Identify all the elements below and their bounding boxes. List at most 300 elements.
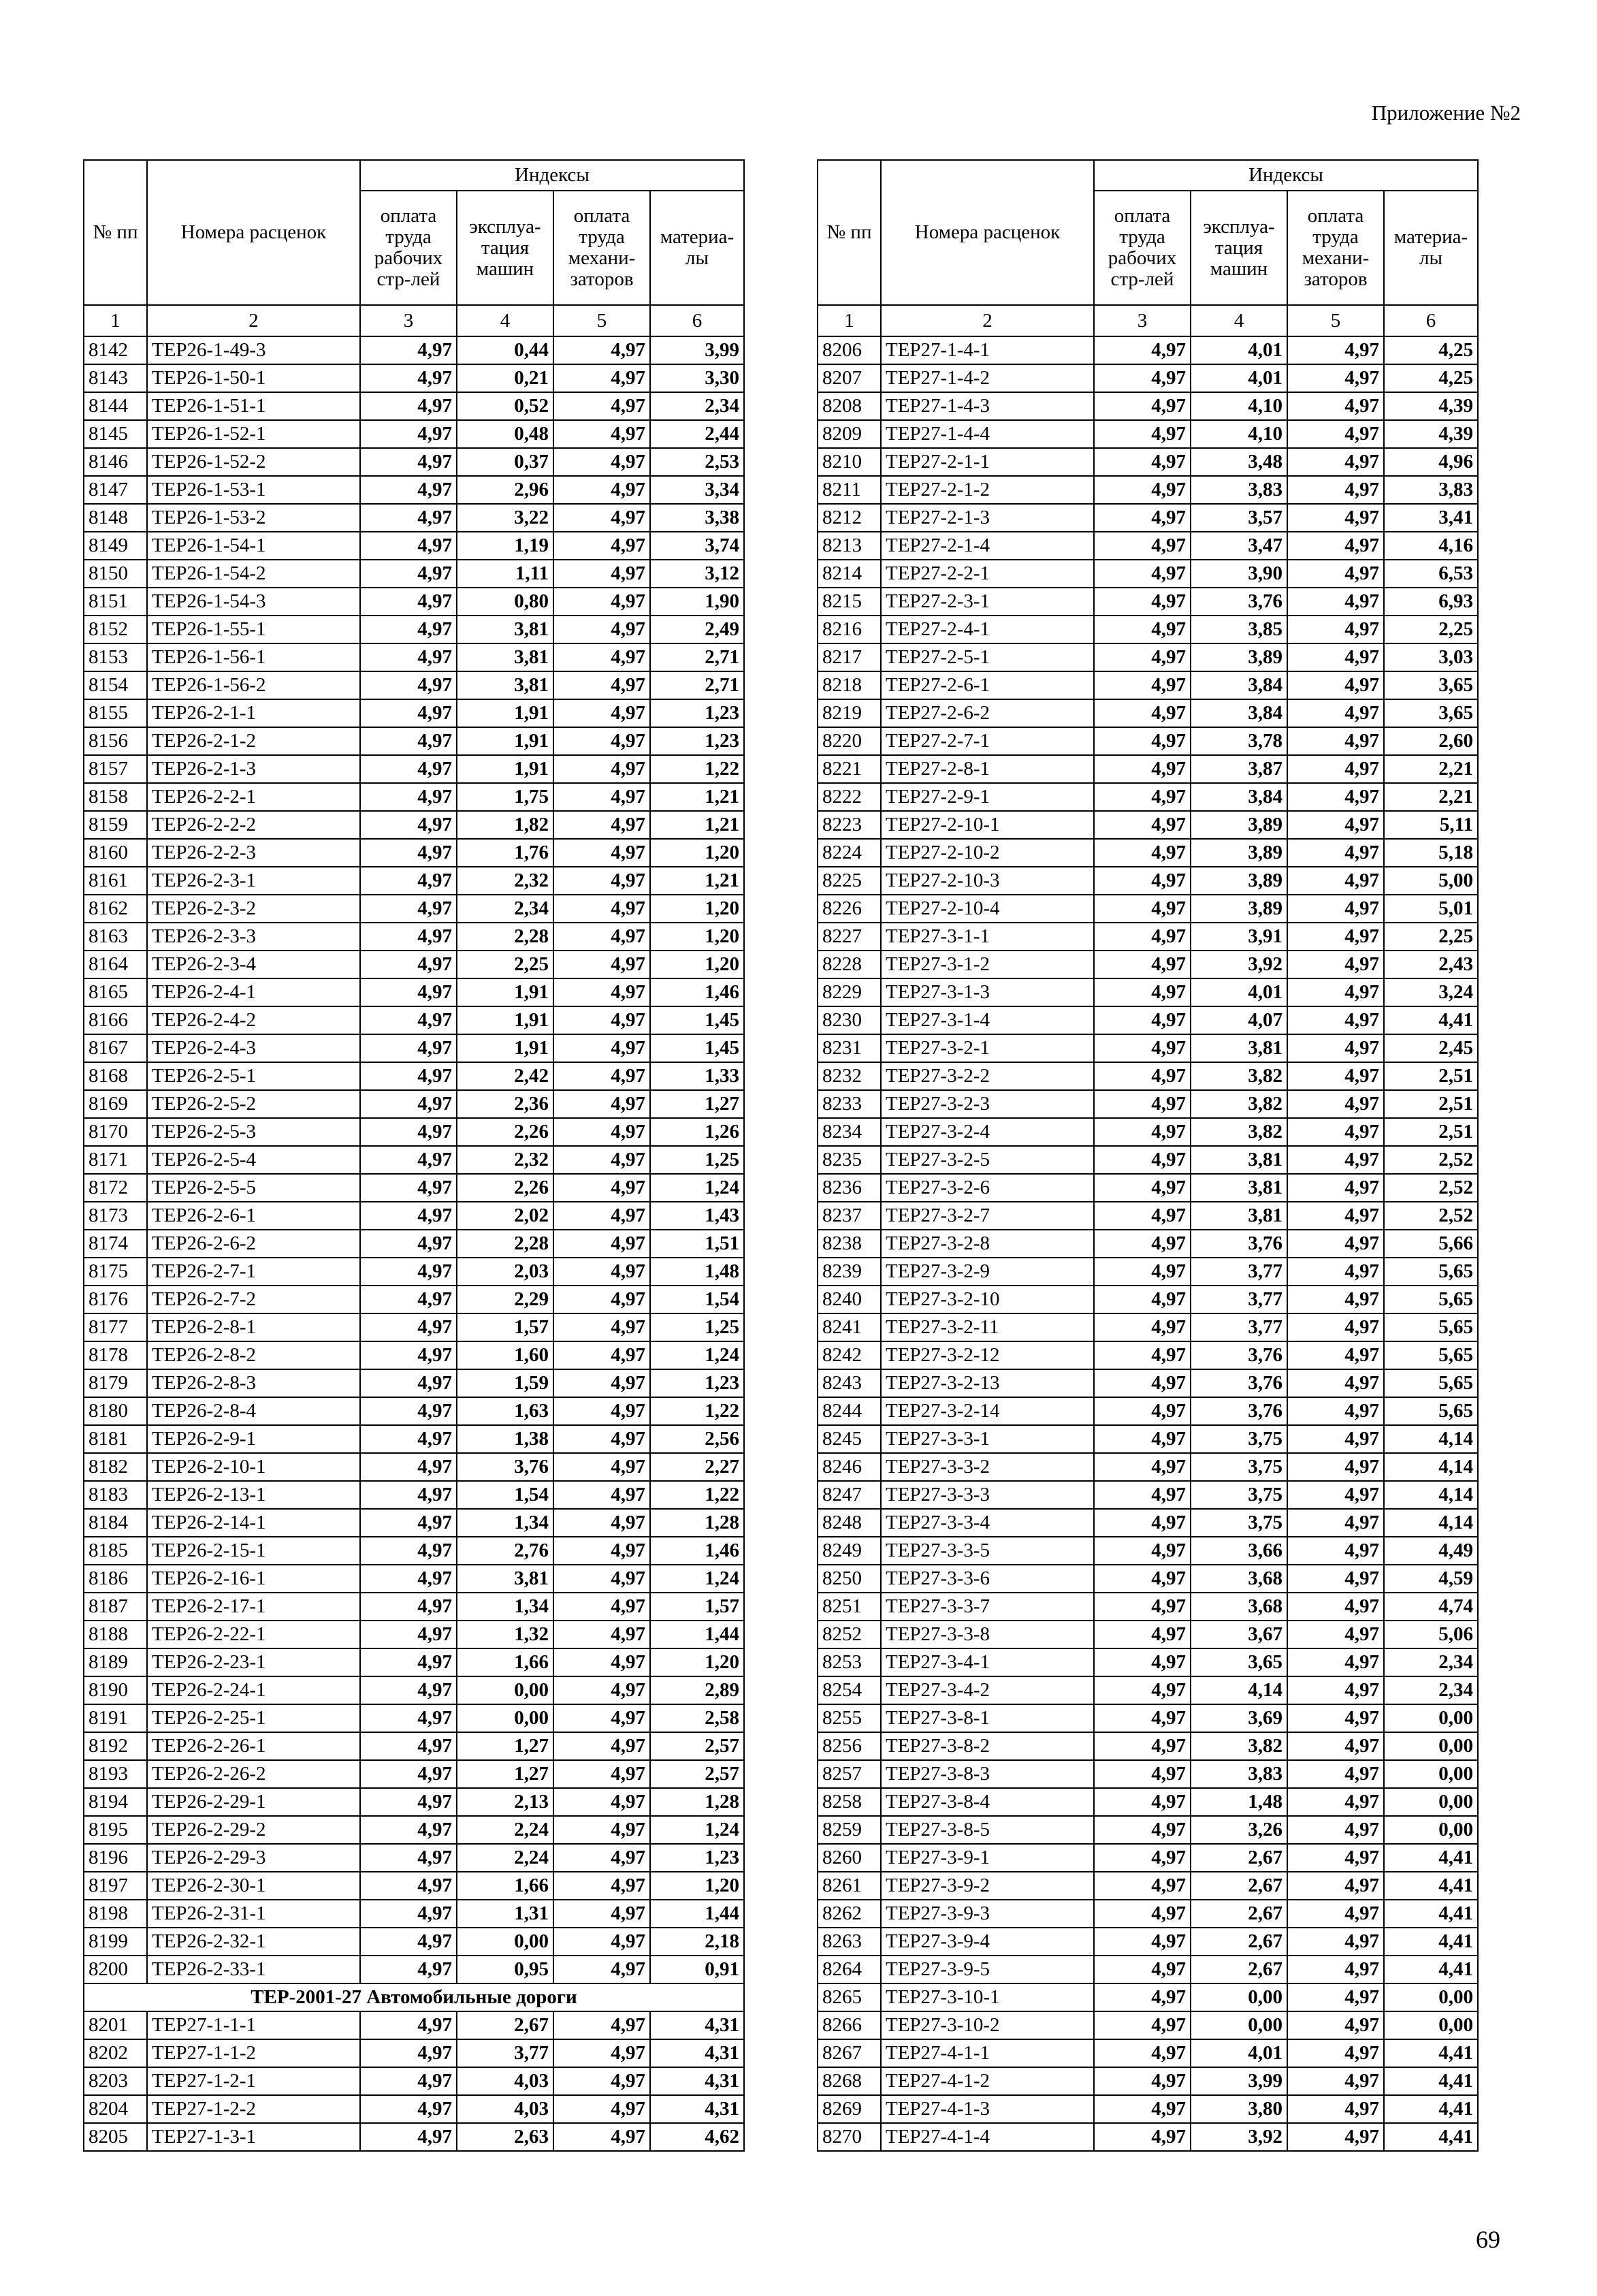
labor-index: 4,97 [1094,978,1191,1006]
section-title: ТЕР-2001-27 Автомобильные дороги [84,1983,744,2011]
table-row [818,1788,1478,1816]
header-num-2: 2 [881,305,1094,336]
rate-code: ТЕР27-3-9-3 [881,1900,1094,1928]
table-row [84,1621,744,1648]
machines-index: 3,76 [1191,1397,1287,1425]
row-number: 8201 [84,2011,147,2039]
row-number: 8163 [84,923,147,951]
table-row [818,1090,1478,1118]
table-row [84,923,744,951]
labor-index: 4,97 [1094,1872,1191,1900]
machines-index: 0,21 [457,364,553,392]
rate-code: ТЕР27-3-2-10 [881,1286,1094,1313]
row-number: 8184 [84,1509,147,1537]
rate-code: ТЕР27-3-2-2 [881,1062,1094,1090]
table-row [818,1872,1478,1900]
row-number: 8227 [818,923,881,951]
materials-index: 4,41 [1384,1956,1478,1983]
table-row [818,1816,1478,1844]
row-number: 8178 [84,1341,147,1369]
rate-code: ТЕР26-2-10-1 [147,1453,360,1481]
materials-index: 1,20 [650,1872,744,1900]
materials-index: 1,45 [650,1006,744,1034]
machines-index: 1,57 [457,1313,553,1341]
table-row [818,895,1478,923]
machines-index: 3,89 [1191,643,1287,671]
materials-index: 3,24 [1384,978,1478,1006]
rate-code: ТЕР26-2-6-1 [147,1202,360,1230]
row-number: 8247 [818,1481,881,1509]
mech-labor-index: 4,97 [1287,1565,1384,1593]
materials-index: 1,33 [650,1062,744,1090]
row-number: 8200 [84,1956,147,1983]
materials-index: 1,23 [650,727,744,755]
rate-code: ТЕР26-2-5-2 [147,1090,360,1118]
labor-index: 4,97 [360,1118,457,1146]
machines-index: 3,75 [1191,1453,1287,1481]
row-number: 8169 [84,1090,147,1118]
rate-code: ТЕР26-2-7-2 [147,1286,360,1313]
table-row [84,867,744,895]
rate-code: ТЕР26-2-1-2 [147,727,360,755]
table-row [818,336,1478,364]
machines-index: 2,28 [457,923,553,951]
materials-index: 2,53 [650,448,744,476]
labor-index: 4,97 [1094,1174,1191,1202]
labor-index: 4,97 [360,1704,457,1732]
labor-index: 4,97 [1094,1760,1191,1788]
machines-index: 3,77 [1191,1258,1287,1286]
mech-labor-index: 4,97 [553,895,650,923]
row-number: 8228 [818,951,881,978]
table-row [84,2123,744,2151]
machines-index: 3,82 [1191,1732,1287,1760]
rate-code: ТЕР27-4-1-1 [881,2039,1094,2067]
materials-index: 2,60 [1384,727,1478,755]
rate-code: ТЕР27-2-6-1 [881,671,1094,699]
rate-code: ТЕР26-2-26-1 [147,1732,360,1760]
rate-code: ТЕР27-1-2-1 [147,2067,360,2095]
row-number: 8158 [84,783,147,811]
materials-index: 4,41 [1384,1900,1478,1928]
materials-index: 6,53 [1384,560,1478,588]
labor-index: 4,97 [360,532,457,560]
labor-index: 4,97 [1094,1062,1191,1090]
row-number: 8217 [818,643,881,671]
rate-code: ТЕР26-2-31-1 [147,1900,360,1928]
rate-code: ТЕР27-2-6-2 [881,699,1094,727]
row-number: 8171 [84,1146,147,1174]
rate-code: ТЕР26-1-54-2 [147,560,360,588]
row-number: 8157 [84,755,147,783]
mech-labor-index: 4,97 [1287,755,1384,783]
materials-index: 4,39 [1384,392,1478,420]
machines-index: 0,00 [1191,2011,1287,2039]
row-number: 8255 [818,1704,881,1732]
table-row [84,1537,744,1565]
table-row [818,1676,1478,1704]
machines-index: 3,76 [457,1453,553,1481]
table-row [84,392,744,420]
table-row [84,895,744,923]
machines-index: 3,65 [1191,1648,1287,1676]
table-row [84,1648,744,1676]
row-number: 8266 [818,2011,881,2039]
machines-index: 0,44 [457,336,553,364]
mech-labor-index: 4,97 [1287,783,1384,811]
rate-code: ТЕР26-1-56-1 [147,643,360,671]
machines-index: 3,76 [1191,588,1287,616]
labor-index: 4,97 [1094,1425,1191,1453]
rate-code: ТЕР27-1-1-2 [147,2039,360,2067]
mech-labor-index: 4,97 [1287,1230,1384,1258]
materials-index: 5,65 [1384,1397,1478,1425]
labor-index: 4,97 [1094,1453,1191,1481]
materials-index: 2,57 [650,1732,744,1760]
labor-index: 4,97 [1094,895,1191,923]
mech-labor-index: 4,97 [553,1648,650,1676]
table-row [84,1146,744,1174]
row-number: 8173 [84,1202,147,1230]
row-number: 8253 [818,1648,881,1676]
row-number: 8146 [84,448,147,476]
mech-labor-index: 4,97 [1287,1676,1384,1704]
table-row [818,504,1478,532]
rate-code: ТЕР27-1-4-2 [881,364,1094,392]
machines-index: 4,03 [457,2095,553,2123]
row-number: 8144 [84,392,147,420]
labor-index: 4,97 [1094,1146,1191,1174]
row-number: 8231 [818,1034,881,1062]
labor-index: 4,97 [360,1286,457,1313]
rate-code: ТЕР26-2-3-2 [147,895,360,923]
mech-labor-index: 4,97 [553,1313,650,1341]
rate-code: ТЕР27-3-1-4 [881,1006,1094,1034]
machines-index: 3,77 [457,2039,553,2067]
labor-index: 4,97 [360,1174,457,1202]
rate-code: ТЕР26-2-22-1 [147,1621,360,1648]
mech-labor-index: 4,97 [553,951,650,978]
machines-index: 3,26 [1191,1816,1287,1844]
table-row [818,1704,1478,1732]
rate-code: ТЕР27-1-4-4 [881,420,1094,448]
table-row [84,532,744,560]
mech-labor-index: 4,97 [1287,1844,1384,1872]
header-num-5: 5 [1287,305,1384,336]
table-row [84,336,744,364]
row-number: 8243 [818,1369,881,1397]
row-number: 8260 [818,1844,881,1872]
mech-labor-index: 4,97 [1287,1397,1384,1425]
table-row [818,1258,1478,1286]
materials-index: 2,51 [1384,1118,1478,1146]
labor-index: 4,97 [1094,1537,1191,1565]
rate-code: ТЕР27-3-1-1 [881,923,1094,951]
table-row [818,1146,1478,1174]
labor-index: 4,97 [360,1062,457,1090]
labor-index: 4,97 [1094,532,1191,560]
table-row [818,364,1478,392]
rate-code: ТЕР26-2-4-2 [147,1006,360,1034]
row-number: 8195 [84,1816,147,1844]
machines-index: 3,81 [457,616,553,643]
row-number: 8233 [818,1090,881,1118]
materials-index: 4,62 [650,2123,744,2151]
table-row [818,1844,1478,1872]
labor-index: 4,97 [1094,755,1191,783]
row-number: 8262 [818,1900,881,1928]
mech-labor-index: 4,97 [553,1537,650,1565]
labor-index: 4,97 [1094,727,1191,755]
labor-index: 4,97 [1094,1202,1191,1230]
table-row [818,532,1478,560]
rate-code: ТЕР26-1-54-1 [147,532,360,560]
machines-index: 2,24 [457,1816,553,1844]
machines-index: 3,47 [1191,532,1287,560]
machines-index: 2,34 [457,895,553,923]
machines-index: 3,66 [1191,1537,1287,1565]
mech-labor-index: 4,97 [553,1621,650,1648]
table-row [818,392,1478,420]
materials-index: 1,57 [650,1593,744,1621]
machines-index: 4,01 [1191,336,1287,364]
materials-index: 2,21 [1384,755,1478,783]
mech-labor-index: 4,97 [553,2011,650,2039]
header-num-1: 1 [84,305,147,336]
mech-labor-index: 4,97 [1287,504,1384,532]
rate-code: ТЕР26-2-13-1 [147,1481,360,1509]
labor-index: 4,97 [1094,1928,1191,1956]
machines-index: 3,99 [1191,2067,1287,2095]
table-row [84,2095,744,2123]
labor-index: 4,97 [1094,2095,1191,2123]
mech-labor-index: 4,97 [1287,1900,1384,1928]
mech-labor-index: 4,97 [553,727,650,755]
labor-index: 4,97 [360,1565,457,1593]
rate-code: ТЕР26-2-3-4 [147,951,360,978]
row-number: 8244 [818,1397,881,1425]
row-number: 8180 [84,1397,147,1425]
table-row [818,1202,1478,1230]
materials-index: 3,38 [650,504,744,532]
mech-labor-index: 4,97 [553,1006,650,1034]
header-indices-group: Индексы [1094,160,1478,191]
machines-index: 1,38 [457,1425,553,1453]
labor-index: 4,97 [1094,923,1191,951]
mech-labor-index: 4,97 [1287,1425,1384,1453]
row-number: 8256 [818,1732,881,1760]
row-number: 8204 [84,2095,147,2123]
mech-labor-index: 4,97 [553,1341,650,1369]
rate-code: ТЕР27-3-1-2 [881,951,1094,978]
rate-code: ТЕР26-2-6-2 [147,1230,360,1258]
rate-code: ТЕР26-2-8-2 [147,1341,360,1369]
machines-index: 1,59 [457,1369,553,1397]
table-row [84,1062,744,1090]
mech-labor-index: 4,97 [1287,1062,1384,1090]
materials-index: 2,71 [650,643,744,671]
rate-code: ТЕР26-2-29-3 [147,1844,360,1872]
machines-index: 0,48 [457,420,553,448]
machines-index: 3,48 [1191,448,1287,476]
header-machines: эксплуа-тация машин [1191,191,1287,305]
mech-labor-index: 4,97 [1287,951,1384,978]
labor-index: 4,97 [1094,1676,1191,1704]
mech-labor-index: 4,97 [553,1565,650,1593]
materials-index: 1,46 [650,1537,744,1565]
mech-labor-index: 4,97 [553,1928,650,1956]
materials-index: 4,14 [1384,1425,1478,1453]
materials-index: 0,00 [1384,1760,1478,1788]
mech-labor-index: 4,97 [553,1258,650,1286]
row-number: 8250 [818,1565,881,1593]
materials-index: 4,31 [650,2011,744,2039]
rate-code: ТЕР26-1-52-1 [147,420,360,448]
rate-code: ТЕР27-3-4-2 [881,1676,1094,1704]
row-number: 8182 [84,1453,147,1481]
materials-index: 2,45 [1384,1034,1478,1062]
rate-code: ТЕР26-2-2-2 [147,811,360,839]
labor-index: 4,97 [1094,2123,1191,2151]
table-row [84,1034,744,1062]
machines-index: 2,67 [457,2011,553,2039]
labor-index: 4,97 [360,1928,457,1956]
table-row [818,2011,1478,2039]
materials-index: 4,49 [1384,1537,1478,1565]
labor-index: 4,97 [1094,1621,1191,1648]
machines-index: 4,03 [457,2067,553,2095]
row-number: 8248 [818,1509,881,1537]
row-number: 8252 [818,1621,881,1648]
header-machines: эксплуа-тация машин [457,191,553,305]
materials-index: 4,41 [1384,1872,1478,1900]
labor-index: 4,97 [360,560,457,588]
table-row [84,1286,744,1313]
materials-index: 5,11 [1384,811,1478,839]
table-row [84,811,744,839]
mech-labor-index: 4,97 [553,1872,650,1900]
mech-labor-index: 4,97 [1287,2039,1384,2067]
row-number: 8229 [818,978,881,1006]
rate-code: ТЕР26-2-15-1 [147,1537,360,1565]
rates-table-left [83,159,745,2152]
materials-index: 1,24 [650,1816,744,1844]
rate-code: ТЕР26-2-23-1 [147,1648,360,1676]
rate-code: ТЕР27-3-3-8 [881,1621,1094,1648]
table-row [818,978,1478,1006]
materials-index: 4,31 [650,2095,744,2123]
machines-index: 3,81 [1191,1202,1287,1230]
row-number: 8155 [84,699,147,727]
table-row [84,1202,744,1230]
table-row [818,1034,1478,1062]
materials-index: 3,30 [650,364,744,392]
header-no: № пп [84,160,147,305]
rate-code: ТЕР27-2-3-1 [881,588,1094,616]
rate-code: ТЕР26-2-4-1 [147,978,360,1006]
machines-index: 3,77 [1191,1286,1287,1313]
table-row [84,1174,744,1202]
mech-labor-index: 4,97 [1287,1118,1384,1146]
materials-index: 4,41 [1384,1844,1478,1872]
labor-index: 4,97 [360,643,457,671]
materials-index: 2,52 [1384,1202,1478,1230]
labor-index: 4,97 [1094,588,1191,616]
mech-labor-index: 4,97 [1287,1313,1384,1341]
materials-index: 3,74 [650,532,744,560]
labor-index: 4,97 [360,783,457,811]
header-materials: материа-лы [650,191,744,305]
machines-index: 3,75 [1191,1425,1287,1453]
table-row [818,1425,1478,1453]
mech-labor-index: 4,97 [553,2067,650,2095]
table-row [84,978,744,1006]
mech-labor-index: 4,97 [1287,1704,1384,1732]
materials-index: 1,23 [650,1369,744,1397]
machines-index: 3,92 [1191,2123,1287,2151]
machines-index: 3,85 [1191,616,1287,643]
mech-labor-index: 4,97 [553,1704,650,1732]
labor-index: 4,97 [360,1397,457,1425]
table-row [818,923,1478,951]
mech-labor-index: 4,97 [553,1062,650,1090]
labor-index: 4,97 [360,923,457,951]
materials-index: 5,00 [1384,867,1478,895]
row-number: 8221 [818,755,881,783]
table-row [818,616,1478,643]
mech-labor-index: 4,97 [553,1230,650,1258]
machines-index: 1,91 [457,727,553,755]
materials-index: 4,41 [1384,1928,1478,1956]
machines-index: 4,10 [1191,420,1287,448]
labor-index: 4,97 [1094,1481,1191,1509]
machines-index: 1,82 [457,811,553,839]
machines-index: 2,26 [457,1174,553,1202]
rate-code: ТЕР27-3-3-6 [881,1565,1094,1593]
header-num-6: 6 [1384,305,1478,336]
mech-labor-index: 4,97 [553,1425,650,1453]
header-no: № пп [818,160,881,305]
rate-code: ТЕР26-2-5-1 [147,1062,360,1090]
row-number: 8194 [84,1788,147,1816]
materials-index: 1,43 [650,1202,744,1230]
table-row [818,1732,1478,1760]
mech-labor-index: 4,97 [553,1397,650,1425]
table-row [818,1481,1478,1509]
mech-labor-index: 4,97 [553,1090,650,1118]
table-row [84,643,744,671]
rate-code: ТЕР27-2-8-1 [881,755,1094,783]
rate-code: ТЕР27-3-4-1 [881,1648,1094,1676]
table-row [84,2067,744,2095]
machines-index: 2,42 [457,1062,553,1090]
labor-index: 4,97 [360,364,457,392]
materials-index: 0,00 [1384,2011,1478,2039]
labor-index: 4,97 [360,1146,457,1174]
machines-index: 2,26 [457,1118,553,1146]
rate-code: ТЕР26-1-55-1 [147,616,360,643]
table-row [818,1648,1478,1676]
page-number: 69 [1476,2226,1500,2253]
materials-index: 0,00 [1384,1704,1478,1732]
table-row [818,1928,1478,1956]
rate-code: ТЕР26-2-7-1 [147,1258,360,1286]
row-number: 8198 [84,1900,147,1928]
rate-code: ТЕР26-2-3-3 [147,923,360,951]
labor-index: 4,97 [360,727,457,755]
mech-labor-index: 4,97 [553,839,650,867]
table-row [84,783,744,811]
